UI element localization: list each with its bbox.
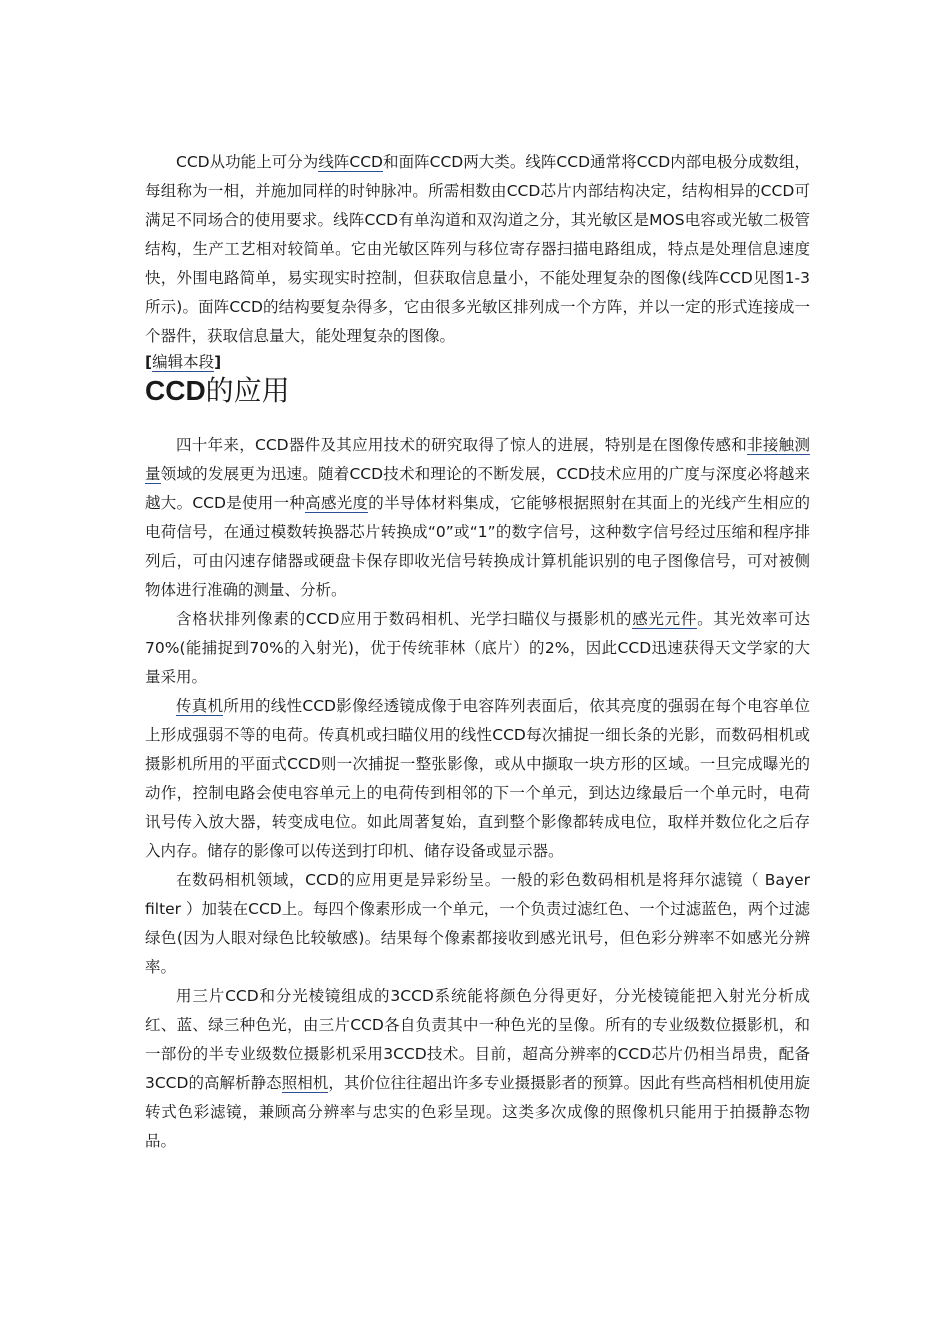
text-run: 在数码相机领域，CCD的应用更是异彩纷呈。一般的彩色数码相机是将拜尔滤镜（ Bayer filter ）加装在CCD上。每四个像素形成一个单元，一个负责过滤红色、一个过滤蓝色，两个过滤绿色(因为人眼对绿色比较敏感)。结果每个像素都接收到感光讯号，但色彩分辨率不如感光分辨率。 [145,871,810,976]
link-non-contact-measurement[interactable]: 非接触测量 [145,436,810,483]
text-run: ，其价位往往超出许多专业摄摄影者的预算。因此有些高档相机使用旋转式色彩滤镜，兼顾高分辨率与忠实的色彩呈现。这类多次成像的照像机只能用于拍摄静态物品。 [145,1074,810,1150]
link-fax-machine[interactable]: 传真机 [176,697,224,715]
document-page [145,148,810,1156]
bracket-close: ] [214,353,222,371]
text-run: 和面阵CCD两大类。线阵CCD通常将CCD内部电极分成数组，每组称为一相，并施加同样的时钟脉冲。所需相数由CCD芯片内部结构决定，结构相异的CCD可满足不同场合的使用要求。线阵CCD有单沟道和双沟道之分，其光敏区是MOS电容或光敏二极管结构，生产工艺相对较简单。它由光敏区阵列与移位寄存器扫描电路组成，特点是处理信息速度快，外围电路简单，易实现实时控制，但获取信息量小，不能处理复杂的图像(线阵CCD见图1-3所示)。面阵CCD的结构要复杂得多，它由很多光敏区排列成一个方阵，并以一定的形式连接成一个器件，获取信息量大，能处理复杂的图像。 [145,153,810,345]
paragraph-pixel-array [145,605,810,692]
edit-section-row [145,353,810,371]
heading-rest: 的应用 [205,374,290,407]
link-high-sensitivity[interactable]: 高感光度 [305,494,369,512]
paragraph-fax-machine [145,692,810,866]
link-photosensitive-element[interactable]: 感光元件 [632,610,698,628]
text-run: 领域的发展更为迅速。随着CCD技术和理论的不断发展，CCD技术应用的广度与深度必将越来越大。CCD是使用一种 [145,465,810,512]
link-camera[interactable]: 照相机 [281,1074,329,1092]
text-run: 的半导体材料集成，它能够根据照射在其面上的光线产生相应的电荷信号，在通过模数转换器芯片转换成“0”或“1”的数字信号，这种数字信号经过压缩和程序排列后，可由闪速存储器或硬盘卡保存即收光信号转换成计算机能识别的电子图像信号，可对被侧物体进行准确的测量、分析。 [145,494,810,599]
text-run: 含格状排列像素的CCD应用于数码相机、光学扫瞄仪与摄影机的 [176,610,633,628]
paragraph-3ccd [145,982,810,1156]
text-run: 所用的线性CCD影像经透镜成像于电容阵列表面后，依其亮度的强弱在每个电容单位上形成强弱不等的电荷。传真机或扫瞄仪用的线性CCD每次捕捉一细长条的光影，而数码相机或摄影机所用的平面式CCD则一次捕捉一整张影像，或从中撷取一块方形的区域。一旦完成曝光的动作，控制电路会使电容单元上的电荷传到相邻的下一个单元，到达边缘最后一个单元时，电荷讯号传入放大器，转变成电位。如此周著复始，直到整个影像都转成电位，取样并数位化之后存入内存。储存的影像可以传送到打印机、储存设备或显示器。 [145,697,810,860]
paragraph-digital-camera [145,866,810,982]
section-heading [145,371,810,411]
link-linear-ccd[interactable]: 线阵CCD [318,153,383,171]
edit-section-link[interactable]: 编辑本段 [152,353,215,371]
heading-latin: CCD [145,375,206,406]
text-run: 。其光效率可达70%(能捕捉到70%的入射光)，优于传统菲林（底片）的2%，因此CCD迅速获得天文学家的大量采用。 [145,610,810,686]
text-run: 用三片CCD和分光棱镜组成的3CCD系统能将颜色分得更好，分光棱镜能把入射光分析成红、蓝、绿三种色光，由三片CCD各自负责其中一种色光的呈像。所有的专业级数位摄影机，和一部份的半专业级数位摄影机采用3CCD技术。目前，超高分辨率的CCD芯片仍相当昂贵，配备3CCD的高解析静态 [145,987,810,1092]
text-run: CCD从功能上可分为 [176,153,319,171]
bracket-open: [ [145,353,153,371]
paragraph-ccd-types [145,148,810,351]
paragraph-ccd-research [145,431,810,605]
text-run: 四十年来，CCD器件及其应用技术的研究取得了惊人的进展，特别是在图像传感和 [176,436,748,454]
